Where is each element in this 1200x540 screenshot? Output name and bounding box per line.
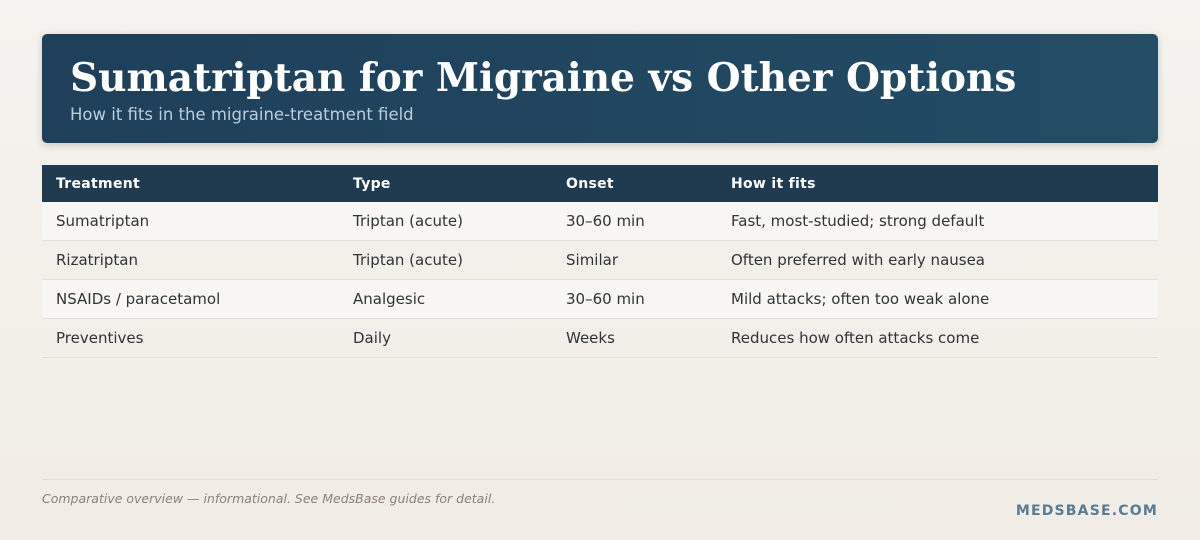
cell-how-it-fits: Fast, most-studied; strong default	[717, 202, 1158, 241]
column-header-onset: Onset	[552, 165, 717, 202]
cell-type: Triptan (acute)	[339, 241, 552, 280]
cell-onset: 30–60 min	[552, 202, 717, 241]
page-title: Sumatriptan for Migraine vs Other Options	[70, 55, 1017, 101]
table-row	[42, 319, 1158, 358]
cell-onset: 30–60 min	[552, 280, 717, 319]
cell-type: Triptan (acute)	[339, 202, 552, 241]
cell-how-it-fits: Mild attacks; often too weak alone	[717, 280, 1158, 319]
footer-note: Comparative overview — informational. See MedsBase guides for detail.	[42, 491, 496, 506]
comparison-table	[42, 165, 1158, 358]
cell-how-it-fits: Often preferred with early nausea	[717, 241, 1158, 280]
column-header-how-it-fits: How it fits	[717, 165, 1158, 202]
cell-how-it-fits: Reduces how often attacks come	[717, 319, 1158, 358]
cell-onset: Weeks	[552, 319, 717, 358]
cell-treatment: Rizatriptan	[42, 241, 339, 280]
cell-treatment: Sumatriptan	[42, 202, 339, 241]
table-row	[42, 241, 1158, 280]
cell-treatment: Preventives	[42, 319, 339, 358]
column-header-treatment: Treatment	[42, 165, 339, 202]
footer-divider	[42, 479, 1158, 480]
table-row	[42, 280, 1158, 319]
cell-treatment: NSAIDs / paracetamol	[42, 280, 339, 319]
cell-onset: Similar	[552, 241, 717, 280]
header-banner	[42, 34, 1158, 143]
cell-type: Daily	[339, 319, 552, 358]
table-row	[42, 202, 1158, 241]
brand-link[interactable]: MEDSBASE.COM	[1015, 503, 1158, 519]
table-header-row	[42, 165, 1158, 202]
cell-type: Analgesic	[339, 280, 552, 319]
page-subtitle: How it fits in the migraine-treatment field	[70, 105, 414, 124]
column-header-type: Type	[339, 165, 552, 202]
